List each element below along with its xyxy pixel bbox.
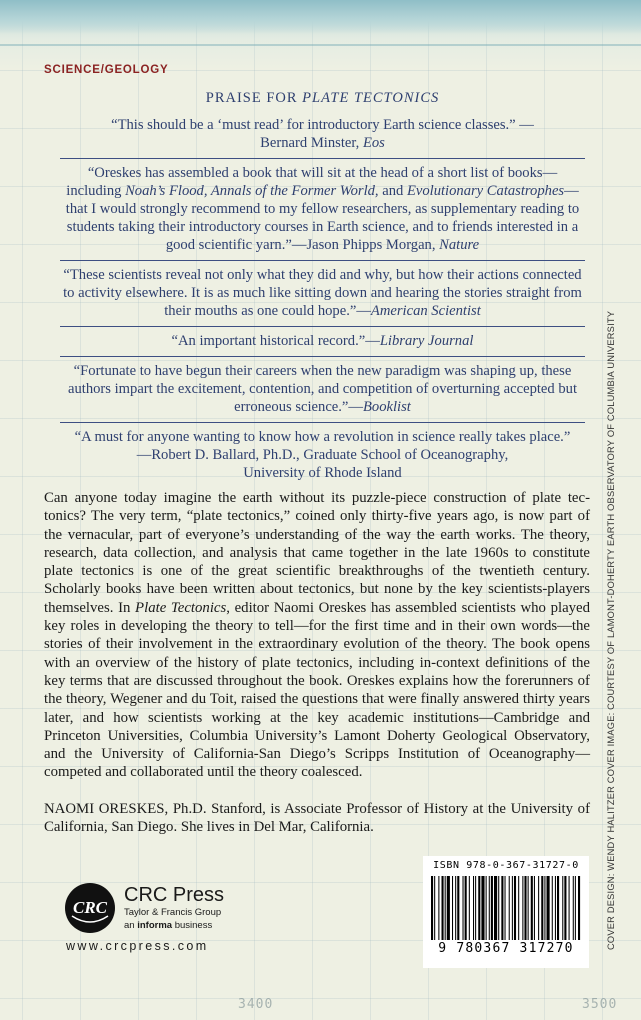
quote-text: “This should be a ‘must read’ for introductory Earth science classes.” —Bernard Minster,: [111, 117, 534, 151]
quote-american-scientist: [60, 260, 585, 326]
publisher-business: [124, 919, 224, 932]
barcode-bar: [557, 876, 559, 940]
barcode-panel: [423, 856, 589, 968]
cover-credit-text: COVER DESIGN: WENDY HALITZER COVER IMAGE: COURTESY OF LAMONT-DOHERTY EARTH OBSERVATORY OF COLUMBIA UNIVERSITY: [606, 310, 616, 950]
praise-heading: [60, 90, 585, 107]
barcode-bar: [573, 876, 574, 940]
category-label: SCIENCE/GEOLOGY: [44, 64, 169, 76]
quote-text: “An important historical record.”—: [171, 333, 380, 349]
quote-library-journal: [60, 326, 585, 356]
book-description: [44, 489, 590, 782]
barcode-bar: [475, 876, 476, 940]
barcode-bars: [429, 876, 583, 940]
quote-morgan: [60, 158, 585, 260]
barcode-bar: [452, 876, 453, 940]
publisher-brand: [124, 884, 224, 932]
business-prefix: an: [124, 920, 138, 931]
barcode-bar: [564, 876, 566, 940]
barcode-bar: [465, 876, 467, 940]
quote-source: Eos: [362, 135, 385, 151]
praise-heading-title: PLATE TECTONICS: [302, 90, 440, 106]
barcode-bar: [473, 876, 474, 940]
barcode-bar: [522, 876, 523, 940]
praise-section: [60, 90, 585, 488]
barcode-bar: [578, 876, 580, 940]
crc-logo: [64, 882, 116, 934]
barcode-bar: [478, 876, 480, 940]
quote-minster: [60, 111, 585, 158]
description-book-title: Plate Tectonics: [135, 599, 227, 616]
publisher-name: CRC Press: [124, 884, 225, 906]
business-suffix: business: [172, 920, 213, 931]
quote-ballard: [60, 422, 585, 488]
barcode-bar: [547, 876, 550, 940]
barcode-bar: [481, 876, 484, 940]
cover-credit: [606, 310, 626, 970]
barcode-digits: 9 780367 317270: [438, 941, 574, 956]
description-text: , editor Naomi Oreskes has assembled scientists who played key roles in developing the theory to tell—for the first time and in their own words—the stories of their involvement in the extraordinary evolution of the theory. The book opens with an overview of the history of plate tectonics, including in-context definitions of the key terms that are discussed throughout the book. Oreskes explains how the forerunners of the theory, Wegener and du Toit, raised the questions that were finally answered thirty years later, and how scientists working at the key academic institutions—Cambridge and Princeton Universities, Columbia University’s Lamont Doherty Geological Observatory, and the University of California-San Diego’s Scripps Institution of Oceanography—competed and collaborated until the theory coalesced.: [44, 599, 591, 781]
barcode-bar: [575, 876, 576, 940]
barcode-bar: [534, 876, 535, 940]
praise-heading-prefix: PRAISE FOR: [205, 90, 303, 106]
barcode-bar: [498, 876, 499, 940]
barcode-bar: [438, 876, 439, 940]
quote-booklist: [60, 356, 585, 422]
publisher-website: www.crcpress.com: [66, 939, 209, 953]
barcode-bar: [531, 876, 533, 940]
quote-source: Booklist: [363, 399, 411, 415]
description-text: Can anyone today imagine the earth without its puzzle-piece construction of plate tectonics? The very term, “plate tectonics,” coined only thirty-five years ago, is now part of the vernacular, part of everyone’s understanding of the way the earth works. The theory, research, data collection, and analysis that came together in the late 1960s to constitute plate tectonics is one of the great scientific breakthroughs of the twentieth century. Scholarly books have been written about tectonics, but none by the key scientists-players themselves. In: [44, 490, 590, 616]
barcode-bar: [491, 876, 493, 940]
author-bio: NAOMI ORESKES, Ph.D. Stanford, is Associate Professor of History at the University of California, San Diego. She lives in Del Mar, California.: [44, 801, 590, 836]
quote-source: American Scientist: [370, 303, 481, 319]
barcode-bar: [541, 876, 543, 940]
barcode-bar: [463, 876, 464, 940]
barcode-bar: [528, 876, 529, 940]
background-number-left: 3400: [238, 997, 274, 1012]
quote-text: “These scientists reveal not only what they did and why, but how their actions connected to activity elsewhere. It is as much like sitting down and hearing the stories straight from their mouths as one could hope.”—: [63, 267, 582, 319]
logo-text: CRC: [72, 898, 108, 917]
barcode-bar: [514, 876, 516, 940]
quote-book-titles: Noah’s Flood, Annals of the Former World,: [125, 183, 379, 199]
background-number-right: 3500: [582, 997, 618, 1012]
barcode-bar: [457, 876, 459, 940]
informa-brand: informa: [137, 920, 173, 931]
barcode-bar: [544, 876, 545, 940]
top-rule: [0, 44, 641, 46]
barcode-bar: [469, 876, 470, 940]
barcode-bar: [442, 876, 444, 940]
barcode-bar: [501, 876, 503, 940]
barcode-bar: [486, 876, 487, 940]
barcode-bar: [524, 876, 526, 940]
barcode-bar: [431, 876, 433, 940]
quote-text: — that I would strongly recommend to my fellow researchers, as supplementary reading to students taking their introductory courses in Earth science, and to friends interested in a good scientific yarn.”—Jason Phipps Morgan,: [65, 183, 580, 253]
barcode-bar: [518, 876, 519, 940]
barcode-bar: [552, 876, 553, 940]
barcode-bar: [512, 876, 513, 940]
top-color-band: [0, 0, 641, 34]
barcode-bar: [562, 876, 563, 940]
quote-source: Nature: [439, 237, 480, 253]
quote-attribution: —Robert D. Ballard, Ph.D., Graduate School of Oceanography,: [136, 447, 509, 463]
barcode-bar: [455, 876, 456, 940]
barcode-bar: [494, 876, 497, 940]
quote-book-title: Evolutionary Catastrophes: [406, 183, 565, 199]
barcode-bar: [555, 876, 556, 940]
barcode-bar: [538, 876, 539, 940]
barcode-bar: [569, 876, 570, 940]
quote-text: “Fortunate to have begun their careers when the new paradigm was shaping up, these authors impart the excitement, contention, and competition of overturning accepted but erroneous science.”—: [68, 363, 577, 415]
quote-text: “A must for anyone wanting to know how a revolution in science really takes place.”: [74, 429, 571, 445]
isbn-label: ISBN 978-0-367-31727-0: [433, 860, 579, 871]
barcode-bar: [434, 876, 435, 940]
barcode-bar: [505, 876, 506, 940]
quote-source: Library Journal: [379, 333, 474, 349]
barcode-bar: [445, 876, 446, 940]
quote-text: and: [378, 183, 407, 199]
quote-text: “Oreskes has assembled a book that will sit at the head of a short list of books— including: [66, 165, 558, 199]
barcode-bar: [489, 876, 490, 940]
barcode-bar: [447, 876, 450, 940]
barcode-bar: [509, 876, 510, 940]
quote-attribution-affiliation: University of Rhode Island: [243, 465, 402, 481]
publisher-group: Taylor & Francis Group: [124, 907, 222, 918]
